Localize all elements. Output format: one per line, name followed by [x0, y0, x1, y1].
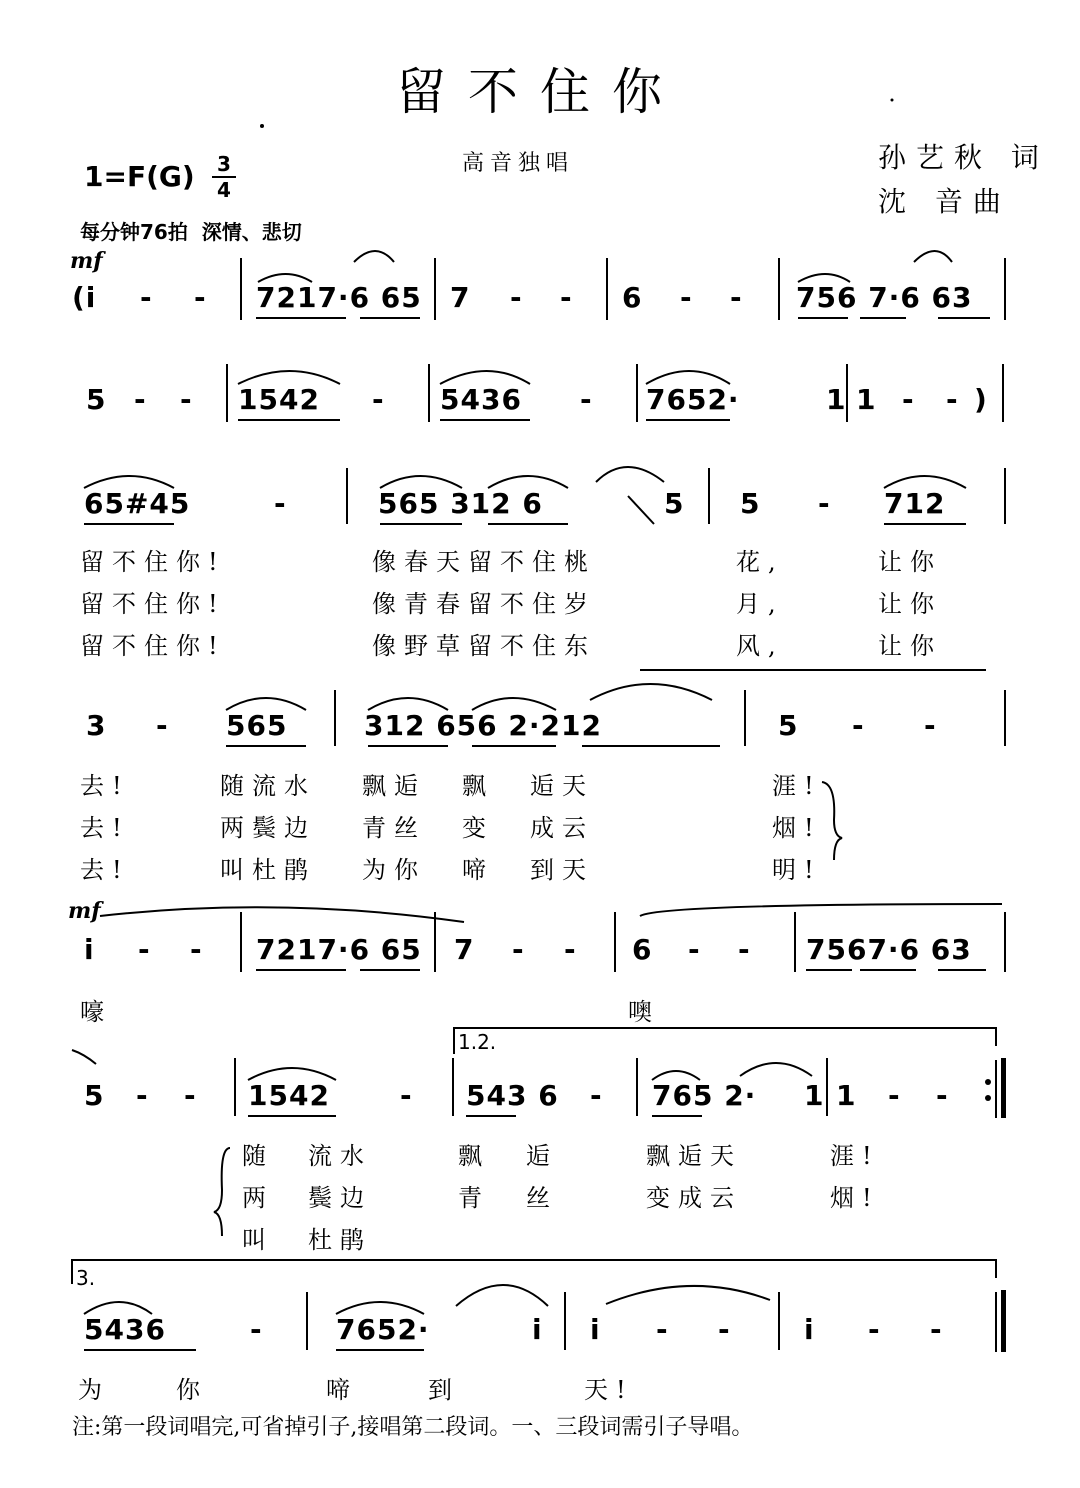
- lyric-s4-v3-c: 为你: [362, 856, 426, 884]
- dash: -: [902, 383, 915, 416]
- note-group: 765 2·: [652, 1079, 757, 1112]
- lyric-s3-v2-d: 让你: [878, 590, 942, 618]
- note-group: 1: [826, 383, 847, 416]
- note-group: i: [590, 1313, 601, 1346]
- dash: -: [688, 933, 701, 966]
- dash: -: [274, 487, 287, 520]
- lyric-s3-v2-b: 像青春留不住岁: [372, 590, 596, 618]
- lyric-s4-v3-b: 叫杜鹃: [220, 856, 316, 884]
- lyric-s4-v1-c: 飘逅: [362, 772, 426, 800]
- lyric-s3-v3-b: 像野草留不住东: [372, 632, 596, 660]
- lyric-s3-v3-d: 让你: [878, 632, 942, 660]
- dash: -: [590, 1079, 603, 1112]
- note-group: 5: [664, 487, 685, 520]
- dash: -: [134, 383, 147, 416]
- slur: [238, 371, 340, 384]
- volta-3: 3.: [76, 1266, 96, 1290]
- note-group: 312 656 2·212: [364, 709, 602, 742]
- note-group: 5436: [440, 383, 522, 416]
- brace: [822, 782, 842, 860]
- lyric-s3-v2-a: 留不住你!: [80, 590, 226, 618]
- lyric-s6-v2-b: 鬓边: [308, 1184, 372, 1212]
- dash: -: [140, 281, 153, 314]
- lyric-s3-v3-a: 留不住你!: [80, 632, 226, 660]
- paren-close: ): [974, 383, 988, 416]
- lyric-s4-v1-f: 涯!: [772, 772, 822, 800]
- note-group: 3: [86, 709, 107, 742]
- volta-bracket: [454, 1028, 996, 1054]
- note-group: (i: [72, 281, 97, 314]
- dash: -: [190, 933, 203, 966]
- slur: [740, 1063, 812, 1076]
- lyric-s4-v1-b: 随流水: [220, 772, 316, 800]
- key-signature: 1=F(G): [84, 160, 195, 193]
- performance-type: 高音独唱: [462, 151, 575, 176]
- dash: -: [888, 1079, 901, 1112]
- thick-bar: [1001, 1058, 1006, 1118]
- dynamic-mf-1: mf: [70, 248, 103, 274]
- lyric-s3-v1-a: 留不住你!: [80, 548, 226, 576]
- slur: [258, 274, 312, 282]
- lyric-s6-v1-d: 逅: [526, 1142, 558, 1170]
- note-group: 7652·: [646, 383, 740, 416]
- note-group: 7217·6 65: [256, 281, 422, 314]
- slur: [84, 1302, 152, 1314]
- footnote: 注:第一段词唱完,可省掉引子,接唱第二段词。一、三段词需引子导唱。: [72, 1415, 754, 1440]
- lyric-s4-v2-c: 青丝: [362, 814, 426, 842]
- ink-dot: [891, 99, 894, 102]
- dash: -: [852, 709, 865, 742]
- dash: -: [372, 383, 385, 416]
- slur: [100, 907, 464, 922]
- lyric-s5-a: 嚎: [80, 998, 112, 1026]
- slur: [354, 251, 394, 262]
- thick-bar: [1001, 1290, 1006, 1352]
- lyric-s6-v1-a: 随: [242, 1142, 274, 1170]
- song-title: 留不住你: [396, 63, 684, 121]
- lyric-s7-c: 啼: [326, 1376, 358, 1404]
- note-group: 7: [454, 933, 475, 966]
- tempo-bpm: 每分钟76拍: [80, 220, 188, 244]
- dash: -: [924, 709, 937, 742]
- note-group: i: [532, 1313, 543, 1346]
- lyric-s3-v1-c: 花,: [736, 548, 784, 576]
- lyric-s4-v3-a: 去!: [80, 856, 130, 884]
- note-group: 1: [856, 383, 877, 416]
- lyric-s6-v2-e: 变成云: [646, 1184, 742, 1212]
- dash: -: [680, 281, 693, 314]
- lyric-s6-v1-f: 涯!: [830, 1142, 880, 1170]
- slur: [440, 371, 530, 384]
- lyricist-credit: 孙艺秋 词: [878, 141, 1049, 174]
- slur: [884, 476, 966, 488]
- note-group: 5: [86, 383, 107, 416]
- note-group: 565 312 6: [378, 487, 543, 520]
- note-group: 1: [804, 1079, 825, 1112]
- dash: -: [136, 1079, 149, 1112]
- lyric-s6-v3-a: 叫: [242, 1226, 274, 1254]
- note-group: 5: [740, 487, 761, 520]
- lyric-s3-v1-b: 像春天留不住桃: [372, 548, 596, 576]
- lyric-s4-v3-f: 明!: [772, 856, 822, 884]
- dash: -: [868, 1313, 881, 1346]
- slur: [472, 698, 556, 710]
- note-group: 7217·6 65: [256, 933, 422, 966]
- ink-dot: [260, 124, 264, 128]
- lyric-s7-d: 到: [428, 1376, 460, 1404]
- slur: [226, 698, 306, 710]
- dash: -: [156, 709, 169, 742]
- note-group: 6: [622, 281, 643, 314]
- slur-continuation: [72, 1050, 96, 1064]
- glide: [628, 496, 654, 524]
- lyric-s4-v2-e: 成云: [530, 814, 594, 842]
- lyric-s3-v1-d: 让你: [878, 548, 942, 576]
- slur: [456, 1285, 548, 1306]
- note-group: 5436: [84, 1313, 166, 1346]
- lyric-s6-v2-c: 青: [458, 1184, 490, 1212]
- dash: -: [250, 1313, 263, 1346]
- dash: -: [718, 1313, 731, 1346]
- lyric-s4-v3-d: 啼: [462, 856, 494, 884]
- composer-credit: 沈 音曲: [878, 185, 1011, 218]
- volta-bracket: [72, 1260, 996, 1284]
- lyric-s6-v2-a: 两: [242, 1184, 274, 1212]
- dynamic-mf-2: mf: [68, 898, 101, 924]
- dash: -: [946, 383, 959, 416]
- note-group: 565: [226, 709, 288, 742]
- slur: [596, 467, 664, 482]
- lyric-s4-v2-a: 去!: [80, 814, 130, 842]
- lyric-s4-v1-a: 去!: [80, 772, 130, 800]
- dash: -: [184, 1079, 197, 1112]
- lyric-s4-v3-e: 到天: [530, 856, 594, 884]
- slur: [798, 274, 850, 282]
- lyric-s6-v1-c: 飘: [458, 1142, 490, 1170]
- dash: -: [564, 933, 577, 966]
- lyric-s5-b: 噢: [628, 998, 660, 1026]
- note-group: i: [84, 933, 95, 966]
- dash: -: [180, 383, 193, 416]
- lyric-s3-v2-c: 月,: [736, 590, 784, 618]
- volta-1-2: 1.2.: [458, 1030, 497, 1054]
- dash: -: [138, 933, 151, 966]
- dash: -: [510, 281, 523, 314]
- dash: -: [730, 281, 743, 314]
- repeat-dot: [985, 1079, 991, 1085]
- dash: -: [930, 1313, 943, 1346]
- lyric-s6-v3-b: 杜鹃: [308, 1226, 372, 1254]
- dash: -: [580, 383, 593, 416]
- lyric-s7-a: 为: [78, 1376, 110, 1404]
- dash: -: [512, 933, 525, 966]
- slur: [606, 1286, 770, 1304]
- note-group: 543 6: [466, 1079, 559, 1112]
- note-group: 1: [836, 1079, 857, 1112]
- slur: [380, 476, 462, 488]
- slur: [84, 476, 174, 488]
- lyric-s4-v1-e: 逅天: [530, 772, 594, 800]
- brace: [214, 1148, 230, 1236]
- note-group: 7: [450, 281, 471, 314]
- lyric-s6-v2-d: 丝: [526, 1184, 558, 1212]
- slur: [368, 698, 448, 710]
- lyric-s3-v3-c: 风,: [736, 632, 784, 660]
- lyric-s4-v2-f: 烟!: [772, 814, 822, 842]
- note-group: 5: [778, 709, 799, 742]
- dash: -: [194, 281, 207, 314]
- dash: -: [560, 281, 573, 314]
- slur: [640, 904, 1002, 916]
- slur: [248, 1068, 336, 1080]
- dash: -: [656, 1313, 669, 1346]
- lyric-s4-v2-b: 两鬓边: [220, 814, 316, 842]
- expression-marking: 深情、悲切: [201, 220, 302, 244]
- slur: [914, 251, 952, 262]
- dash: -: [818, 487, 831, 520]
- lyric-s7-b: 你: [176, 1376, 208, 1404]
- lyric-s4-v1-d: 飘: [462, 772, 494, 800]
- note-group: 712: [884, 487, 946, 520]
- time-signature-top: 3: [217, 152, 231, 176]
- note-group: i: [804, 1313, 815, 1346]
- note-group: 5: [84, 1079, 105, 1112]
- slur: [646, 371, 730, 384]
- slur: [336, 1302, 424, 1314]
- dash: -: [738, 933, 751, 966]
- repeat-dot: [985, 1095, 991, 1101]
- note-group: 756 7·6 63: [796, 281, 973, 314]
- slur: [652, 1071, 700, 1080]
- lyric-s6-v2-f: 烟!: [830, 1184, 880, 1212]
- note-group: 6: [632, 933, 653, 966]
- lyric-s4-v2-d: 变: [462, 814, 494, 842]
- slur: [590, 684, 712, 700]
- slur: [488, 476, 568, 488]
- note-group: 1542: [238, 383, 320, 416]
- lyric-s6-v1-e: 飘逅天: [646, 1142, 742, 1170]
- lyric-s6-v1-b: 流水: [308, 1142, 372, 1170]
- dash: -: [936, 1079, 949, 1112]
- time-signature-bottom: 4: [217, 178, 231, 202]
- note-group: 65#45: [84, 487, 191, 520]
- note-group: 1542: [248, 1079, 330, 1112]
- note-group: 7567·6 63: [806, 933, 972, 966]
- lyric-s7-e: 天!: [584, 1376, 634, 1404]
- note-group: 7652·: [336, 1313, 430, 1346]
- dash: -: [400, 1079, 413, 1112]
